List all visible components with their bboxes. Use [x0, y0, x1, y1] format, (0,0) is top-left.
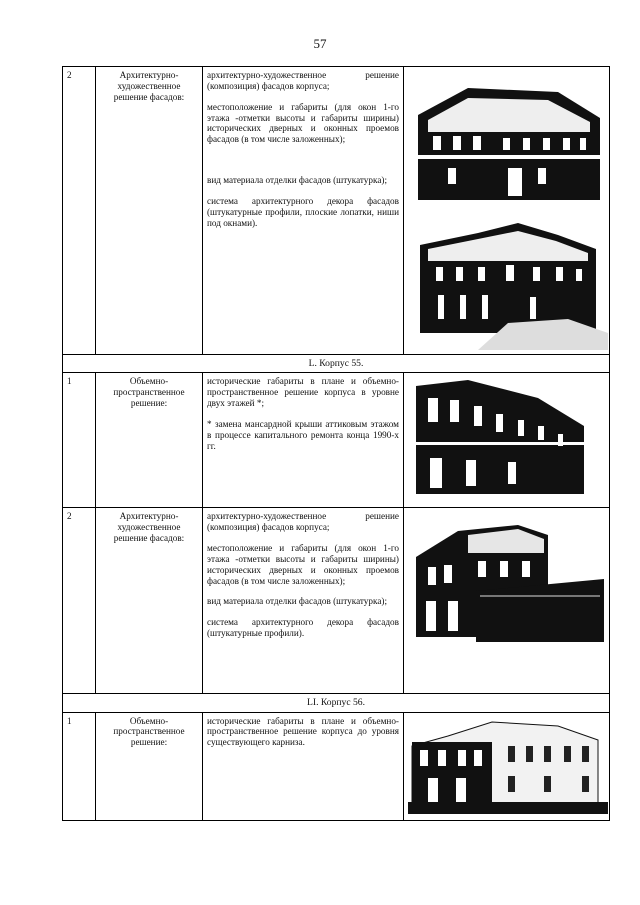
description-item: вид материала отделки фасадов (штукатурка); — [207, 596, 388, 607]
description-item: система архитектурного декора фасадов (штукатурные профили). — [207, 617, 399, 639]
table-row — [63, 373, 610, 508]
row-number: 1 — [63, 373, 96, 508]
section-header-row — [63, 694, 610, 712]
row-number: 2 — [63, 508, 96, 694]
requirements-table — [62, 66, 610, 821]
row-title: Архитектурно-художественное решение фасадов: — [96, 67, 203, 355]
section-header-row — [63, 355, 610, 373]
photo-cell — [404, 67, 610, 355]
description-item: исторические габариты в плане и объемно-пространственное решение корпуса в уровне двух этажей *; — [207, 376, 399, 409]
row-description — [203, 67, 404, 355]
row-description — [203, 508, 404, 694]
building-photo-icon — [408, 517, 608, 642]
row-title: Архитектурно-художественное решение фасадов: — [96, 508, 203, 694]
photo-cell — [404, 373, 610, 508]
row-number: 1 — [63, 712, 96, 820]
description-item: местоположение и габариты (для окон 1-го этажа -отметки высоты и габариты ширины) исторических дверных и оконных проемов фасадов (в том числе заложенных); — [207, 101, 399, 145]
building-photo-icon — [408, 376, 608, 501]
table-row — [63, 67, 610, 355]
row-title: Объемно-пространственное решение: — [96, 712, 203, 820]
description-item: архитектурно-художественное решение (композиция) фасадов корпуса; — [207, 70, 399, 91]
table-row — [63, 712, 610, 820]
row-description — [203, 712, 404, 820]
description-item: архитектурно-художественное решение (композиция) фасадов корпуса; — [207, 511, 399, 533]
photo-cell — [404, 508, 610, 694]
row-description — [203, 373, 404, 508]
building-photo-icon — [408, 716, 608, 814]
building-photo-icon — [408, 70, 608, 205]
photo-cell — [404, 712, 610, 820]
description-item: * замена мансардной крыши аттиковым этажом в процессе капитального ремонта конца 1990-х гг. — [207, 418, 399, 451]
row-number: 2 — [63, 67, 96, 355]
description-item: местоположение и габариты (для окон 1-го этажа -отметки высоты и габариты ширины) исторических дверных и оконных проемов фасадов (в том числе заложенных); — [207, 543, 399, 586]
page-number: 57 — [313, 36, 327, 51]
section-title: L. Корпус 55. — [63, 355, 610, 373]
section-title: LI. Корпус 56. — [63, 694, 610, 712]
building-photo-icon — [408, 215, 608, 350]
description-item: исторические габариты в плане и объемно-пространственное решение корпуса до уровня существующего карниза. — [207, 715, 399, 748]
description-item: система архитектурного декора фасадов (штукатурные профили, плоские лопатки, ниши под окнами). — [207, 196, 399, 228]
row-title: Объемно-пространственное решение: — [96, 373, 203, 508]
description-item: вид материала отделки фасадов (штукатурка); — [207, 175, 388, 186]
table-row — [63, 508, 610, 694]
